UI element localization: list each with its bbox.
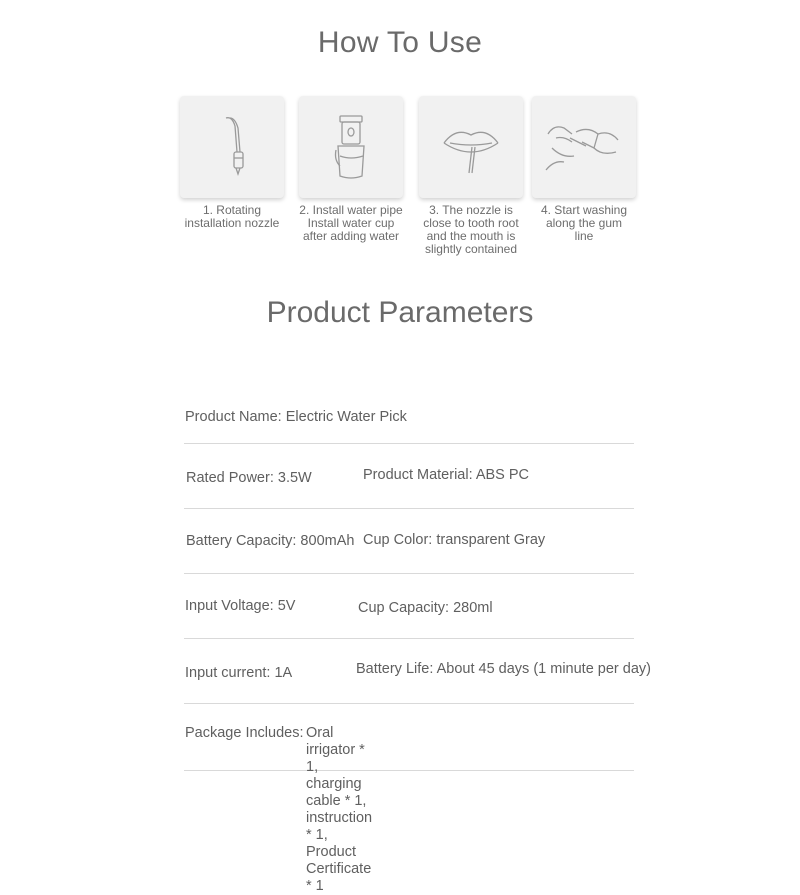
cup-capacity: Cup Capacity: 280ml: [358, 600, 493, 616]
hands-washing-icon: [542, 112, 626, 182]
param-row-3: [184, 509, 634, 574]
battery-capacity: Battery Capacity: 800mAh: [186, 533, 355, 549]
step-2-caption: 2. Install water pipe Install water cup after adding water: [299, 203, 403, 243]
param-row-6: [184, 709, 634, 894]
step-2-tile: [299, 96, 403, 198]
step-3-tile: [419, 96, 523, 198]
package-label: Package Includes:: [185, 725, 304, 741]
step-3: [416, 96, 526, 256]
mouth-nozzle-icon: [436, 117, 506, 177]
input-current: Input current: 1A: [185, 665, 293, 681]
param-row-1: [184, 379, 634, 444]
step-1-tile: [180, 96, 284, 198]
step-4: [529, 96, 639, 243]
param-row-2: [184, 444, 634, 509]
product-name: Product Name: Electric Water Pick: [185, 409, 407, 425]
rated-power: Rated Power: 3.5W: [186, 470, 312, 486]
how-to-use-title: How To Use: [317, 26, 483, 59]
battery-life: Battery Life: About 45 days (1 minute per day): [356, 661, 651, 677]
package-includes: [185, 725, 373, 894]
step-2: [296, 96, 406, 243]
step-1-caption: 1. Rotating installation nozzle: [184, 203, 280, 230]
param-row-5: [184, 639, 651, 704]
step-4-caption: 4. Start washing along the gum line: [540, 203, 628, 243]
step-1: [177, 96, 287, 230]
package-value: Oral irrigator * 1, charging cable * 1, instruction * 1, Product Certificate * 1: [306, 725, 373, 894]
water-cup-icon: [326, 110, 376, 184]
step-3-caption: 3. The nozzle is close to tooth root and the mouth is slightly contained: [423, 203, 519, 256]
product-material: Product Material: ABS PC: [363, 467, 530, 483]
nozzle-icon: [212, 112, 252, 182]
param-row-4: [184, 574, 634, 639]
step-4-tile: [532, 96, 636, 198]
input-voltage: Input Voltage: 5V: [185, 598, 296, 614]
product-parameters-title: Product Parameters: [266, 296, 534, 329]
cup-color: Cup Color: transparent Gray: [363, 532, 546, 548]
